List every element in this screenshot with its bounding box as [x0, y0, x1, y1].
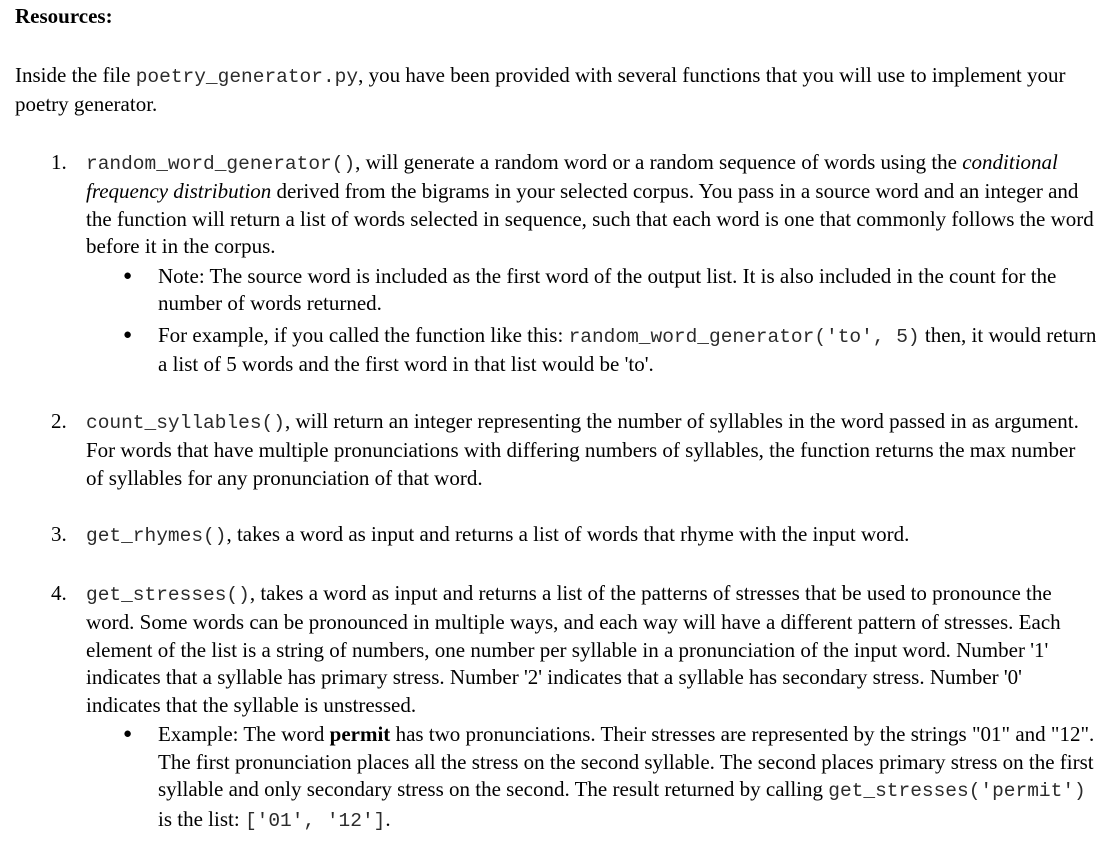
- item-number: 2.: [51, 408, 67, 433]
- bold-word: permit: [329, 722, 391, 746]
- sub-list-item-example: [86, 721, 1097, 835]
- sub-item-text: Example: The word: [158, 722, 330, 746]
- code-snippet: random_word_generator('to', 5): [568, 325, 920, 348]
- sub-list: [86, 721, 1097, 835]
- sub-item-text: .: [385, 806, 391, 831]
- intro-text-post: , you have been provided with several functions that you will use to implement your poetry generator.: [15, 62, 1066, 116]
- item-number: 1.: [51, 149, 67, 174]
- sub-list-item-example: [86, 322, 1097, 379]
- item-text: derived from the bigrams in your selected corpus. You pass in a source word and an integer and the function will return a list of words selected in sequence, such that each word is one that commonly follows the word before it in the corpus.: [86, 179, 1094, 258]
- intro-filename: poetry_generator.py: [135, 65, 359, 88]
- sub-item-text: is the list:: [158, 806, 245, 831]
- code-snippet: ['01', '12']: [244, 809, 386, 832]
- item-number: 4.: [51, 580, 67, 605]
- document-page: [15, 3, 1097, 864]
- section-heading: Resources:: [15, 4, 113, 28]
- bullet-icon: ●: [123, 267, 133, 284]
- item-text: , takes a word as input and returns a list of the patterns of stresses that be used to pronounce the word. Some words can be pronounced in multiple ways, and each way will have a different pattern of stresses. Each element of the list is a string of numbers, one number per syllable in a pronunciation of the input word. Number '1' indicates that a syllable has primary stress. Number '2' indicates that a syllable has secondary stress. Number '0' indicates that the syllable is unstressed.: [86, 580, 1061, 717]
- sub-list: [86, 263, 1097, 379]
- list-item-count-syllables: [15, 408, 1097, 493]
- sub-item-text: For example, if you called the function like this:: [158, 322, 569, 347]
- sub-item-text: Note: The source word is included as the first word of the output list. It is also included in the count for the number of words returned.: [158, 263, 1057, 315]
- sub-item-text: then, it would return a list of 5 words and the first word in that list would be 'to'.: [158, 322, 1097, 376]
- item-number: 3.: [51, 522, 67, 546]
- list-item-get-rhymes: [15, 521, 1097, 551]
- item-text: , will generate a random word or a random sequence of words using the: [355, 149, 963, 174]
- sub-item-text: has two pronunciations. Their stresses are represented by the strings "01" and "12". The first pronunciation places all the stress on the second syllable. The second places primary stress on the first syllable and only secondary stress on the second. The result returned by calling: [158, 722, 1095, 801]
- intro-text-pre: Inside the file: [15, 62, 136, 87]
- function-name: count_syllables(): [86, 411, 285, 434]
- bullet-icon: ●: [123, 326, 133, 343]
- item-emphasis: conditional frequency distribution: [86, 149, 1058, 203]
- intro-paragraph: [15, 62, 1097, 119]
- function-name: random_word_generator(): [86, 152, 356, 175]
- function-name: get_stresses(): [86, 583, 250, 606]
- item-text: , will return an integer representing the number of syllables in the word passed in as argument. For words that have multiple pronunciations with differing numbers of syllables, the function returns the max number of syllables for any pronunciation of that word.: [86, 408, 1079, 490]
- sub-list-item-note: [86, 263, 1097, 318]
- bullet-icon: ●: [123, 726, 133, 742]
- function-name: get_rhymes(): [86, 525, 227, 547]
- item-text: , takes a word as input and returns a list of words that rhyme with the input word.: [226, 522, 910, 546]
- code-snippet: get_stresses('permit'): [828, 780, 1086, 802]
- function-list: [15, 149, 1097, 836]
- list-item-random-word-generator: [15, 149, 1097, 379]
- list-item-get-stresses: [15, 580, 1097, 836]
